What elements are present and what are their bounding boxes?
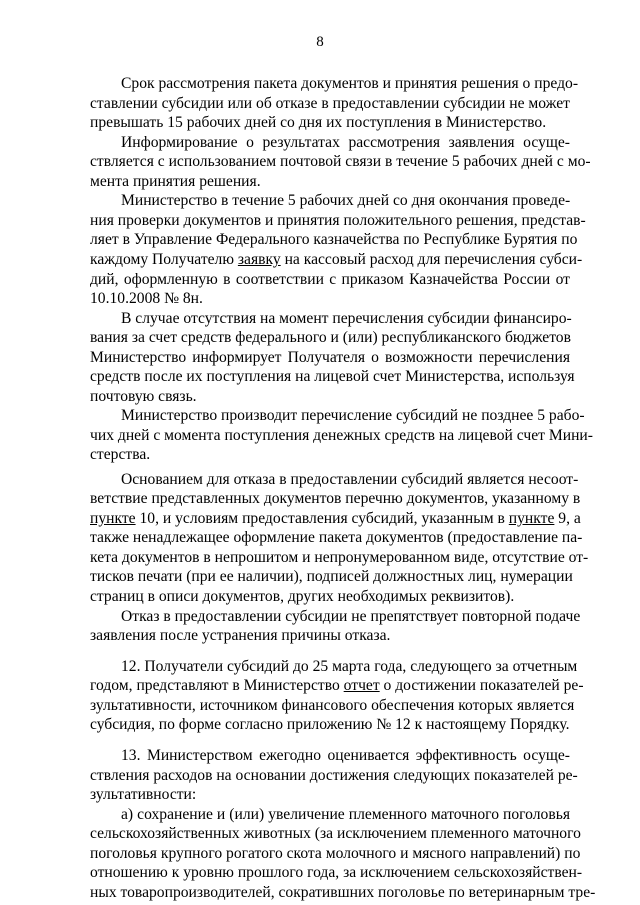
text-line: 13. Министерством ежегодно оценивается эффективность осуще- (121, 747, 570, 765)
text-line: превышать 15 рабочих дней со дня их поступления в Министерство. (90, 114, 547, 132)
text-line: ветствие представленных документов перечню документов, указанному в (90, 490, 581, 508)
text-line: 12. Получатели субсидий до 25 марта года, следующего за отчетным (121, 657, 578, 675)
text-line: а) сохранение и (или) увеличение племенного маточного поголовья (121, 805, 570, 823)
text-line: зультативности, источником финансового обеспечения которых является (90, 696, 575, 714)
text-line: сельскохозяйственных животных (за исключением племенного маточного (90, 825, 581, 843)
text-fragment: 9, а (554, 509, 581, 527)
text-line: ляет в Управление Федерального казначейства по Республике Бурятия по (90, 231, 578, 249)
text-line: кета документов в непрошитом и непронумерованном виде, отсутствие от- (90, 548, 589, 566)
text-fragment: годом, представляют в Министерство (90, 677, 344, 695)
text-line: Отказ в предоставлении субсидии не препятствует повторной подаче (121, 607, 581, 625)
text-fragment: о достижении показателей ре- (379, 677, 584, 695)
text-line: ствления расходов на основании достижения следующих показателей ре- (90, 766, 578, 784)
text-line: стерства. (90, 446, 151, 464)
text-line: страниц в описи документов, других необходимых реквизитов). (90, 587, 515, 605)
text-line: ствляется с использованием почтовой связи в течение 5 рабочих дней с мо- (90, 153, 591, 171)
text-fragment: на кассовый расход для перечисления субси- (280, 250, 583, 268)
report-link[interactable]: отчет (343, 677, 380, 695)
text-fragment: каждому Получателю (90, 250, 238, 268)
text-line: ния проверки документов и принятия положительного решения, представ- (90, 211, 586, 229)
text-line: Информирование о результатах рассмотрения заявления осуще- (121, 133, 570, 151)
clause-10-link[interactable]: пункте (90, 509, 136, 527)
text-line: Министерство производит перечисление субсидий не позднее 5 рабо- (121, 407, 585, 425)
text-line: ставлении субсидии или об отказе в предоставлении субсидии не может (90, 94, 570, 112)
text-line: тисков печати (при ее наличии), подписей должностных лиц, нумерации (90, 568, 573, 586)
text-line: зультативности: (90, 786, 197, 804)
text-line: 10.10.2008 № 8н. (90, 290, 203, 308)
application-link[interactable]: заявку (237, 250, 281, 268)
text-line: отношению к уровню прошлого года, за исключением сельскохозяйствен- (90, 864, 583, 882)
text-line: чих дней с момента поступления денежных средств на лицевой счет Мини- (90, 426, 593, 444)
text-line: средств после их поступления на лицевой счет Министерства, используя (90, 368, 575, 386)
text-line: дий, оформленную в соответствии с приказом Казначейства России от (90, 270, 570, 288)
text-line: вания за счет средств федерального и (или) республиканского бюджетов (90, 329, 571, 347)
page-number: 8 (316, 34, 324, 50)
text-line: Срок рассмотрения пакета документов и принятия решения о предо- (121, 75, 579, 92)
text-line: В случае отсутствия на момент перечисления субсидии финансиро- (121, 309, 572, 327)
text-line (90, 250, 583, 269)
text-line: заявления после устранения причины отказа. (90, 627, 391, 645)
text-line: поголовья крупного рогатого скота молочного и мясного направлений) по (90, 844, 581, 862)
text-line: также ненадлежащее оформление пакета документов (предоставление па- (90, 529, 583, 547)
text-fragment: 10, и условиям предоставления субсидий, указанным в (135, 509, 509, 527)
text-line: мента принятия решения. (90, 172, 261, 190)
text-line (90, 509, 581, 528)
text-line: Основанием для отказа в предоставлении субсидий является несоот- (121, 470, 579, 488)
text-line: Министерство в течение 5 рабочих дней со дня окончания проведе- (121, 192, 571, 210)
text-line: Министерство информирует Получателя о возможности перечисления (90, 348, 570, 366)
clause-9-link[interactable]: пункте (508, 509, 555, 527)
text-line: ных товаропроизводителей, сократившних поголовье по ветеринарным тре- (90, 884, 596, 901)
text-line (90, 677, 584, 695)
text-line: почтовую связь. (90, 387, 197, 405)
text-line: субсидия, по форме согласно приложению № 12 к настоящему Порядку. (90, 716, 570, 734)
